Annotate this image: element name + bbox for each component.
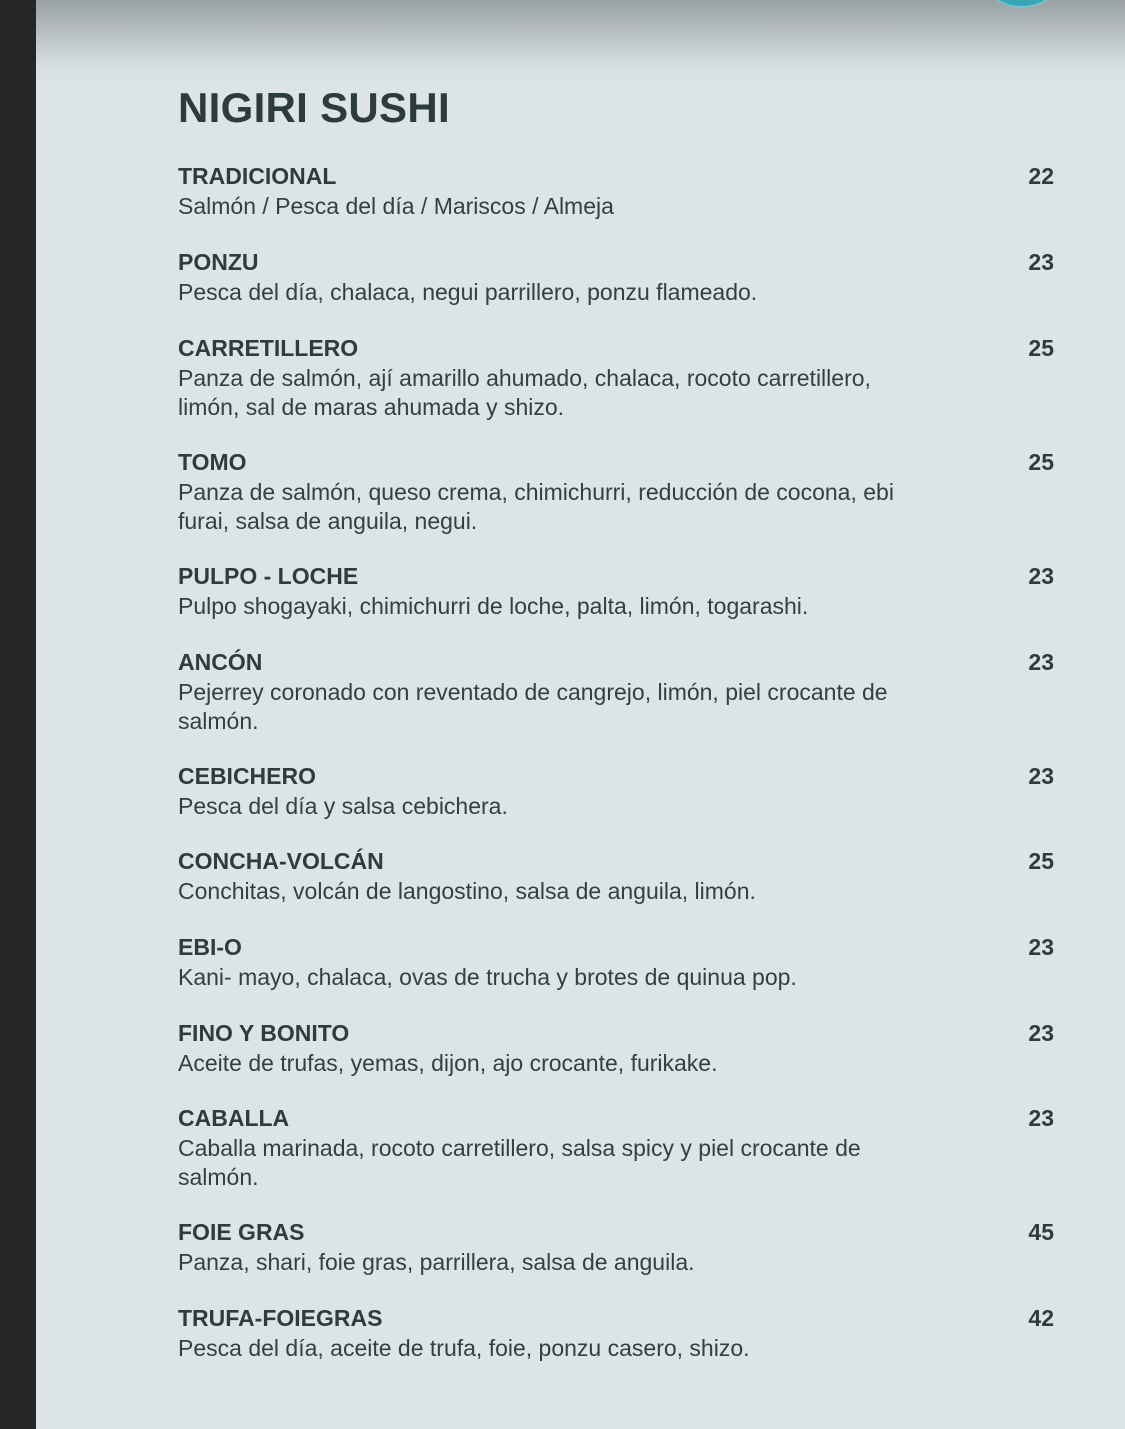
item-name: EBI-O (178, 934, 242, 960)
item-price: 25 (1028, 335, 1054, 361)
item-price: 42 (1028, 1305, 1054, 1331)
item-description: Conchitas, volcán de langostino, salsa de anguila, limón. (178, 878, 756, 904)
top-shadow (36, 0, 1125, 82)
item-description: Panza de salmón, ají amarillo ahumado, chalaca, rocoto carretillero, limón, sal de maras ahumada y shizo. (178, 365, 871, 420)
item-price: 22 (1028, 163, 1054, 189)
item-description: Panza, shari, foie gras, parrillera, salsa de anguila. (178, 1249, 695, 1275)
item-price: 25 (1028, 449, 1054, 475)
item-price: 23 (1028, 763, 1054, 789)
menu-page (36, 0, 1125, 1429)
item-description: Pesca del día, aceite de trufa, foie, ponzu casero, shizo. (178, 1335, 750, 1361)
item-description: Panza de salmón, queso crema, chimichurri, reducción de cocona, ebi furai, salsa de anguila, negui. (178, 479, 894, 534)
item-price: 23 (1028, 1020, 1054, 1046)
item-name: PULPO - LOCHE (178, 563, 359, 589)
item-name: FOIE GRAS (178, 1219, 305, 1245)
item-description: Pulpo shogayaki, chimichurri de loche, palta, limón, togarashi. (178, 593, 809, 619)
item-name: TOMO (178, 449, 247, 475)
item-name: TRADICIONAL (178, 163, 337, 189)
item-description: Pesca del día y salsa cebichera. (178, 793, 508, 819)
item-name: ANCÓN (178, 649, 263, 675)
left-edge-bar (0, 0, 36, 1429)
item-price: 25 (1028, 848, 1054, 874)
item-name: CEBICHERO (178, 763, 317, 789)
item-price: 23 (1028, 249, 1054, 275)
item-description: Salmón / Pesca del día / Mariscos / Almeja (178, 193, 614, 219)
item-price: 23 (1028, 934, 1054, 960)
item-description: Pejerrey coronado con reventado de cangrejo, limón, piel crocante de salmón. (178, 679, 888, 734)
item-description: Kani- mayo, chalaca, ovas de trucha y brotes de quinua pop. (178, 964, 797, 990)
item-description: Caballa marinada, rocoto carretillero, salsa spicy y piel crocante de salmón. (178, 1135, 861, 1190)
item-price: 23 (1028, 1105, 1054, 1131)
item-price: 23 (1028, 649, 1054, 675)
item-name: CABALLA (178, 1105, 290, 1131)
item-price: 45 (1028, 1219, 1054, 1245)
item-description: Aceite de trufas, yemas, dijon, ajo crocante, furikake. (178, 1050, 718, 1076)
menu-title: NIGIRI SUSHI (178, 84, 450, 131)
item-name: FINO Y BONITO (178, 1020, 350, 1046)
item-price: 23 (1028, 563, 1054, 589)
item-name: CONCHA-VOLCÁN (178, 848, 384, 874)
item-name: PONZU (178, 249, 259, 275)
item-description: Pesca del día, chalaca, negui parrillero, ponzu flameado. (178, 279, 758, 305)
item-name: CARRETILLERO (178, 335, 359, 361)
item-name: TRUFA-FOIEGRAS (178, 1305, 383, 1331)
